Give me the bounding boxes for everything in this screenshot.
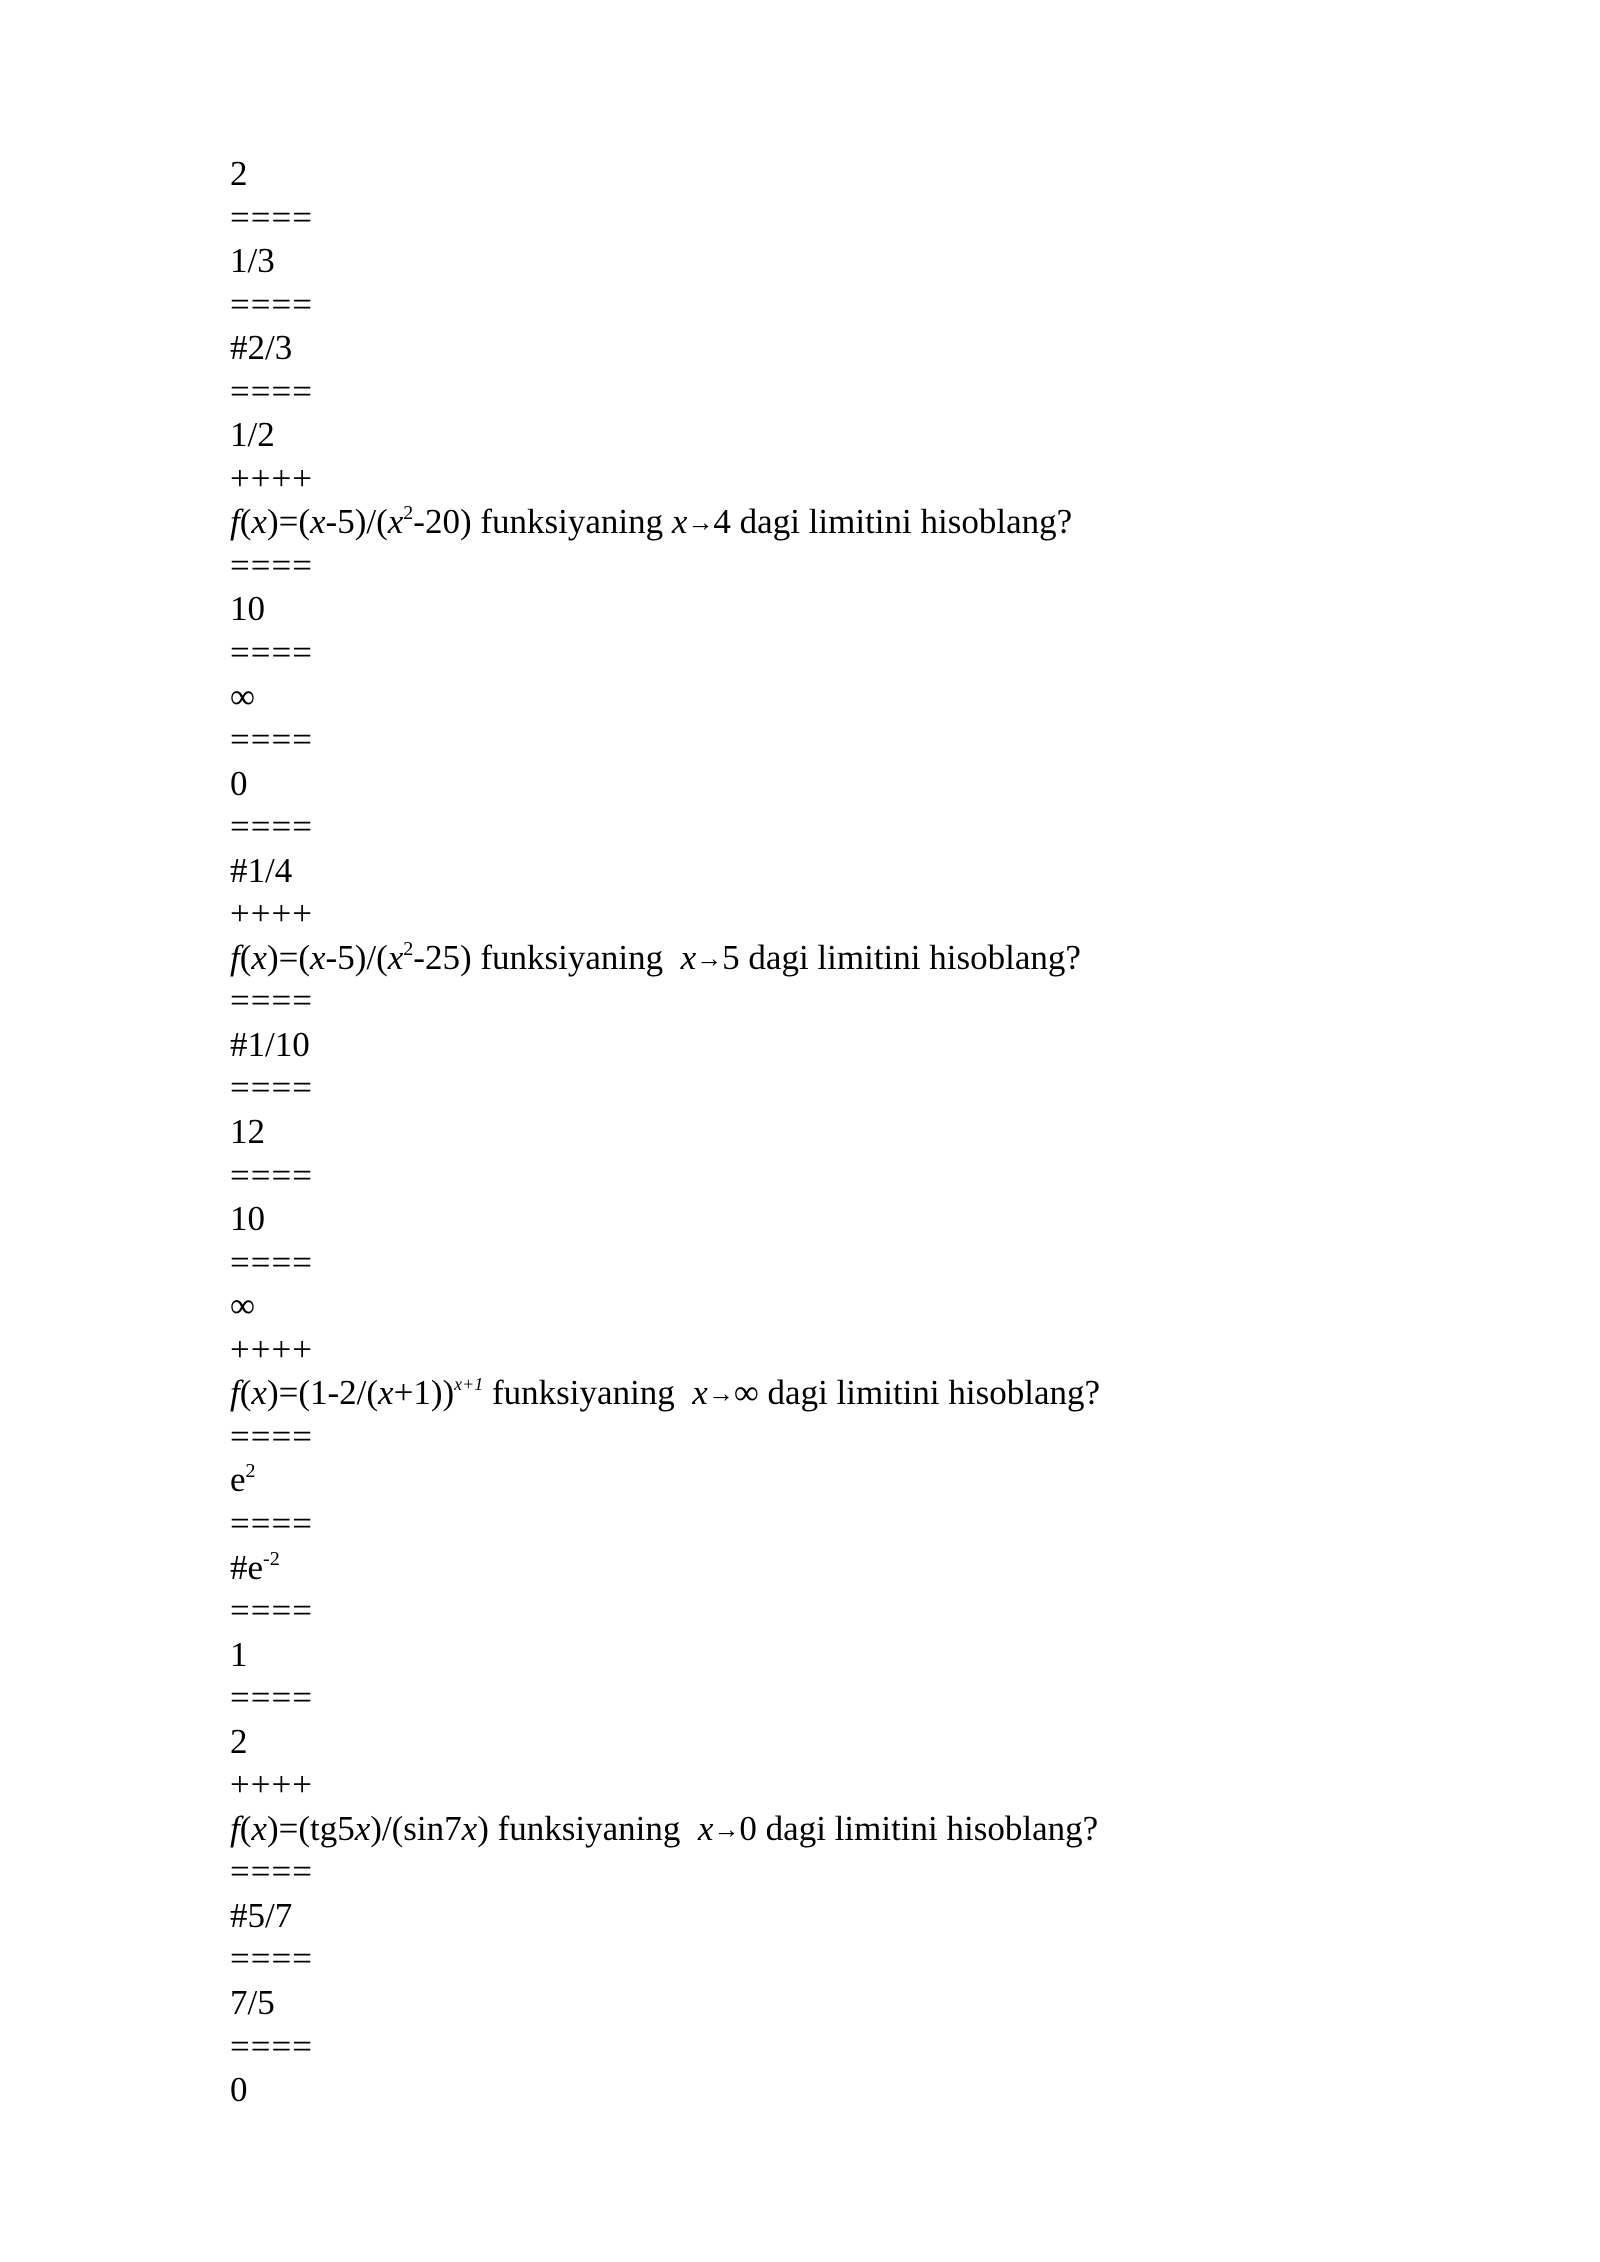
answer-separator: ==== [230,1416,313,1456]
answer-option: 1/3 [230,241,275,281]
question-fragment: )=( [266,937,310,977]
correct-answer-option: #1/10 [230,1024,310,1064]
question-fragment: x [310,502,326,542]
exponent: 2 [403,937,414,960]
question-fragment: x [378,1373,394,1413]
question-fragment: x [251,1808,267,1848]
question-fragment: )/(sin7 [370,1808,462,1848]
question-text [230,1371,1480,1415]
answer-separator: ==== [230,1939,313,1979]
question-fragment: x [354,1808,371,1848]
answer-separator: ==== [230,981,313,1021]
exponent: x+1 [454,1374,484,1395]
answer-option: 1 [230,1634,248,1674]
answer-separator: ==== [230,1591,313,1631]
arrow-symbol: → [687,508,714,538]
answer-separator: ==== [230,284,313,324]
exponent: 2 [403,502,414,525]
answer-option: 10 [230,1199,265,1239]
answer-option: ∞ [230,1286,255,1326]
answer-option: 12 [230,1112,265,1152]
answer-option: 2 [230,154,248,193]
arrow-symbol: → [713,1814,740,1844]
answer-separator: ==== [230,197,313,237]
question-fragment: ( [239,937,252,977]
answer-exponent: -2 [263,1547,280,1570]
question-text [230,500,1480,544]
arrow-symbol: → [696,943,723,973]
question-fragment: funksiyaning [483,1373,693,1413]
question-fragment: x [251,937,267,977]
question-fragment: f [230,502,240,542]
question-text [230,1807,1480,1851]
question-fragment: )=(tg5 [266,1808,355,1848]
question-fragment: )=( [266,502,310,542]
answer-separator: ==== [230,1155,313,1195]
question-fragment: x [387,502,404,542]
question-fragment: x [310,937,326,977]
correct-answer-option: #1/4 [230,850,293,890]
answer-separator: ==== [230,545,313,585]
question-fragment: 4 dagi limitini hisoblang? [713,502,1073,542]
arrow-symbol: → [707,1379,734,1409]
answer-option: 2 [230,1721,248,1761]
question-fragment: x [692,1373,708,1413]
question-fragment: -25) funksiyaning [413,937,681,977]
answer-option: 1/2 [230,415,275,455]
question-fragment: x [680,937,697,977]
correct-answer-option: #2/3 [230,328,293,368]
question-separator: ++++ [230,458,313,498]
question-fragment: ∞ dagi limitini hisoblang? [733,1373,1101,1413]
answer-option: ∞ [230,676,255,716]
answer-separator: ==== [230,371,313,411]
question-fragment: ( [239,1808,252,1848]
answer-separator: ==== [230,1242,313,1282]
answer-option [230,1458,1480,1502]
answer-separator: ==== [230,2026,313,2066]
answer-option: 0 [230,2070,248,2110]
question-fragment: -5)/( [325,502,388,542]
answer-separator: ==== [230,720,313,760]
question-fragment: ( [239,1373,252,1413]
question-fragment: 5 dagi limitini hisoblang? [722,937,1081,977]
answer-separator: ==== [230,807,313,847]
question-fragment: f [230,1373,240,1413]
question-fragment: 0 dagi limitini hisoblang? [739,1808,1099,1848]
answer-option: 0 [230,763,248,803]
question-fragment: x [251,502,267,542]
question-fragment: )=(1-2/( [266,1373,379,1413]
answer-separator: ==== [230,633,313,673]
question-fragment: -5)/( [325,937,388,977]
question-fragment: x [671,502,688,542]
question-separator: ++++ [230,894,313,934]
question-fragment: x [251,1373,267,1413]
question-fragment: f [230,1808,240,1848]
answer-exponent: 2 [245,1460,256,1483]
answer-base: #e [230,1547,264,1587]
question-fragment: ( [239,502,252,542]
answer-separator: ==== [230,1678,313,1718]
question-fragment: -20) funksiyaning [413,502,672,542]
question-separator: ++++ [230,1765,313,1805]
question-fragment: x [461,1808,478,1848]
question-fragment: x [697,1808,714,1848]
question-fragment: +1)) [393,1373,455,1413]
question-fragment: x [387,937,404,977]
document-page [230,152,1480,2112]
question-text [230,936,1480,980]
answer-separator: ==== [230,1068,313,1108]
question-separator: ++++ [230,1329,313,1369]
correct-answer-option: #5/7 [230,1895,293,1935]
answer-option: 7/5 [230,1982,275,2022]
answer-separator: ==== [230,1503,313,1543]
answer-option: 10 [230,589,265,629]
question-fragment: f [230,937,240,977]
question-fragment: ) funksiyaning [477,1808,698,1848]
answer-separator: ==== [230,1852,313,1892]
correct-answer-option [230,1546,1480,1590]
answer-base: e [230,1460,246,1500]
